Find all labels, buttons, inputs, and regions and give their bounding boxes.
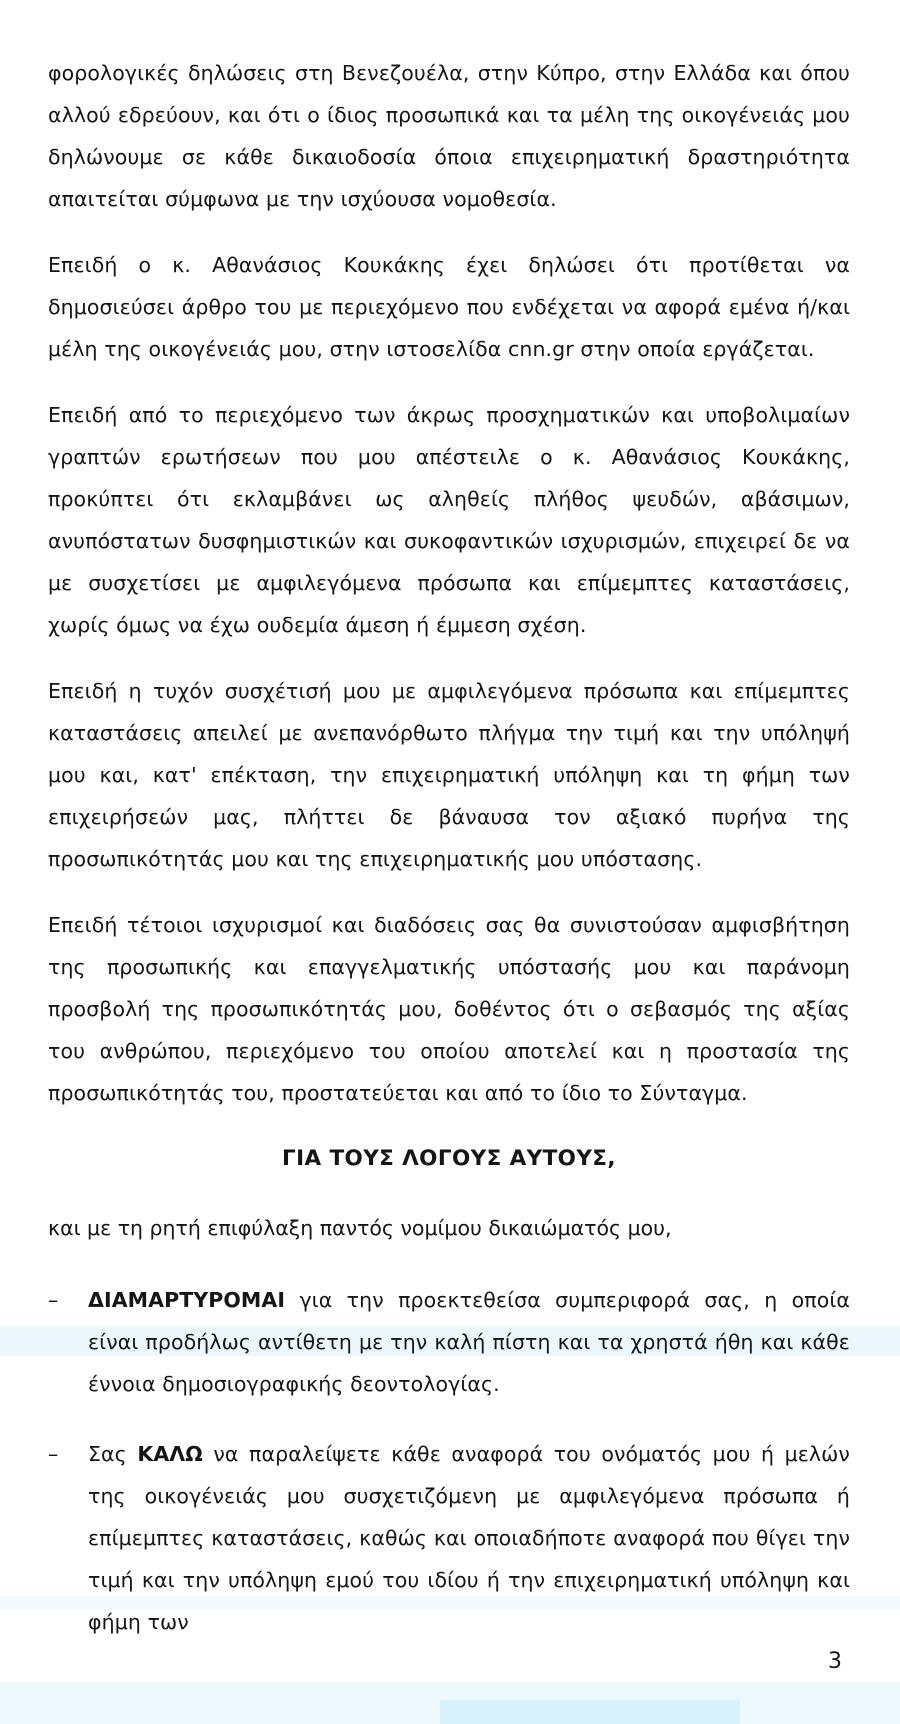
section-heading-for-these-reasons: ΓΙΑ ΤΟΥΣ ΛΟΓΟΥΣ ΑΥΤΟΥΣ, [282, 1146, 616, 1171]
bullet-dash: – [48, 1288, 59, 1312]
list-item-protest [48, 1279, 850, 1405]
bullet-text-call-to-omit [88, 1433, 850, 1643]
bullet-rest-text: να παραλείψετε κάθε αναφορά του ονόματός μου ή μελών της οικογένειάς μου συσχετιζόμενη με αμφιλεγόμενα πρόσωπα ή επίμεμπτες καταστάσεις, καθώς και οποιαδήποτε αναφορά που θίγει την τιμή και την υπόληψη εμού του ιδίου ή την επιχειρηματική υπόληψη και φήμη των [88, 1442, 850, 1634]
paragraph-journalist-intent: Επειδή ο κ. Αθανάσιος Κουκάκης έχει δηλώσει ότι προτίθεται να δημοσιεύσει άρθρο του με περιεχόμενο που ενδέχεται να αφορά εμένα ή/και μέλη της οικογένειάς μου, στην ιστοσελίδα cnn.gr στην οποία εργάζεται. [48, 253, 850, 361]
rights-reservation-line: και με τη ρητή επιφύλαξη παντός νομίμου δικαιώματός μου, [48, 1216, 672, 1240]
scan-artifact [0, 1682, 900, 1724]
demands-list [48, 1279, 850, 1643]
bullet-bold-lead: ΔΙΑΜΑΡΤΥΡΟΜΑΙ [88, 1288, 286, 1312]
bullet-pre-text: Σας [88, 1442, 138, 1466]
paragraph-questions-claims: Επειδή από το περιεχόμενο των άκρως προσχηματικών και υποβολιμαίων γραπτών ερωτήσεων που μου απέστειλε ο κ. Αθανάσιος Κουκάκης, προκύπτει ότι εκλαμβάνει ως αληθείς πλήθος ψευδών, αβάσιμων, ανυπόστατων δυσφημιστικών και συκοφαντικών ισχυρισμών, επιχειρεί δε να με συσχετίσει με αμφιλεγόμενα πρόσωπα και επίμεμπτες καταστάσεις, χωρίς όμως να έχω ουδεμία άμεση ή έμμεση σχέση. [48, 403, 850, 637]
scan-artifact [440, 1700, 740, 1724]
bullet-bold-lead: ΚΑΛΩ [137, 1442, 203, 1466]
bullet-dash: – [48, 1442, 59, 1466]
bullet-rest-text: για την προεκτεθείσα συμπεριφορά σας, η οποία είναι προδήλως αντίθετη με την καλή πίστη και τα χρηστά ήθη και κάθε έννοια δημοσιογραφικής δεοντολογίας. [88, 1288, 850, 1396]
paragraph-tax-declarations: φορολογικές δηλώσεις στη Βενεζουέλα, στην Κύπρο, στην Ελλάδα και όπου αλλού εδρεύουν, και ότι ο ίδιος προσωπικά και τα μέλη της οικογένειάς μου δηλώνουμε σε κάθε δικαιοδοσία όποια επιχειρηματική δραστηριότητα απαιτείται σύμφωνα με την ισχύουσα νομοθεσία. [48, 61, 850, 211]
list-item-call-to-omit [48, 1433, 850, 1643]
paragraph-constitutional-protection: Επειδή τέτοιοι ισχυρισμοί και διαδόσεις σας θα συνιστούσαν αμφισβήτηση της προσωπικής και επαγγελματικής υπόστασής μου και παράνομη προσβολή της προσωπικότητάς μου, δοθέντος ότι ο σεβασμός της αξίας του ανθρώπου, περιεχόμενο του οποίου αποτελεί και η προστασία της προσωπικότητάς του, προστατεύεται και από το ίδιο το Σύνταγμα. [48, 913, 850, 1105]
paragraph-reputation-harm: Επειδή η τυχόν συσχέτισή μου με αμφιλεγόμενα πρόσωπα και επίμεμπτες καταστάσεις απειλεί με ανεπανόρθωτο πλήγμα την τιμή και την υπόληψή μου και, κατ' επέκταση, την επιχειρηματική υπόληψη και τη φήμη των επιχειρήσεών μας, πλήττει δε βάναυσα τον αξιακό πυρήνα της προσωπικότητάς μου και της επιχειρηματικής μου υπόστασης. [48, 679, 850, 871]
page-number: 3 [828, 1649, 842, 1674]
bullet-text-protest [88, 1279, 850, 1405]
